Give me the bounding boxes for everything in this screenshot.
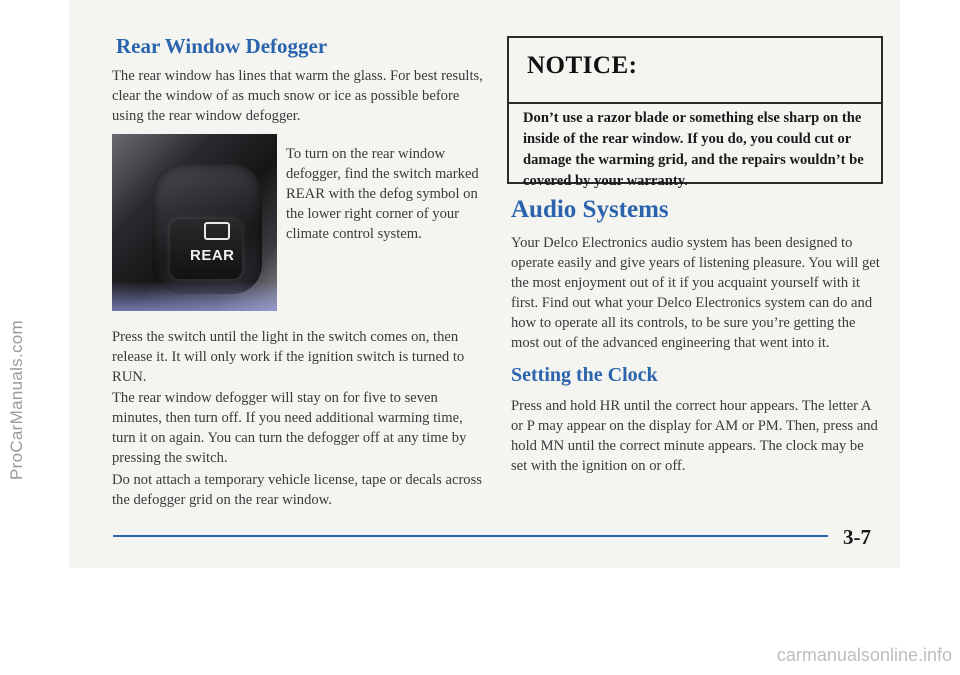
- defogger-duration-paragraph: The rear window defogger will stay on for five to seven minutes, then turn off. If you need additional warming time, turn it on again. You can turn the defogger off at any time by pressing the switch.: [112, 390, 467, 466]
- page-number: 3-7: [843, 525, 871, 549]
- climate-control-photo: [112, 134, 277, 311]
- notice-text: Don’t use a razor blade or something else sharp on the inside of the rear window. If you do, you could cut or damage the warming grid, and the repairs wouldn’t be covered by your warranty.: [523, 110, 864, 189]
- rear-defog-icon: [204, 222, 230, 240]
- photo-bottom-glow: [112, 281, 277, 311]
- bottom-watermark: carmanualsonline.info: [776, 645, 952, 665]
- press-switch-paragraph: Press the switch until the light in the switch comes on, then release it. It will only work if the ignition switch is turned to RUN.: [112, 329, 465, 385]
- defogger-intro-paragraph: The rear window has lines that warm the glass. For best results, clear the window of as much snow or ice as possible before using the rear window defogger.: [112, 68, 483, 124]
- side-watermark-text: ProCarManuals.com: [7, 319, 26, 481]
- setting-the-clock-paragraph: Press and hold HR until the correct hour appears. The letter A or P may appear on the display for AM or PM. Then, press and hold MN until the correct minute appears. The clock may be set with the ignition on or off.: [511, 398, 878, 474]
- notice-divider: [509, 102, 881, 104]
- setting-the-clock-heading: Setting the Clock: [511, 364, 658, 386]
- do-not-attach-paragraph: Do not attach a temporary vehicle license, tape or decals across the defogger grid on the rear window.: [112, 472, 482, 508]
- audio-systems-heading: Audio Systems: [511, 196, 669, 223]
- footer-rule: [113, 535, 828, 537]
- side-watermark: [0, 0, 34, 675]
- rear-window-defogger-heading: Rear Window Defogger: [116, 34, 328, 58]
- notice-title: NOTICE:: [527, 52, 638, 79]
- photo-caption-paragraph: To turn on the rear window defogger, find the switch marked REAR with the defog symbol on the lower right corner of your climate control system.: [286, 146, 479, 242]
- photo-rear-label: REAR: [190, 247, 235, 264]
- notice-box: [507, 36, 883, 189]
- audio-systems-paragraph: Your Delco Electronics audio system has been designed to operate easily and give years of listening pleasure. You will get the most enjoyment out of it if you acquaint yourself with it first. Find out what your Delco Electronics system can do and how to operate all its controls, to be sure you’re getting the most out of the advanced engineering that went into it.: [511, 235, 880, 351]
